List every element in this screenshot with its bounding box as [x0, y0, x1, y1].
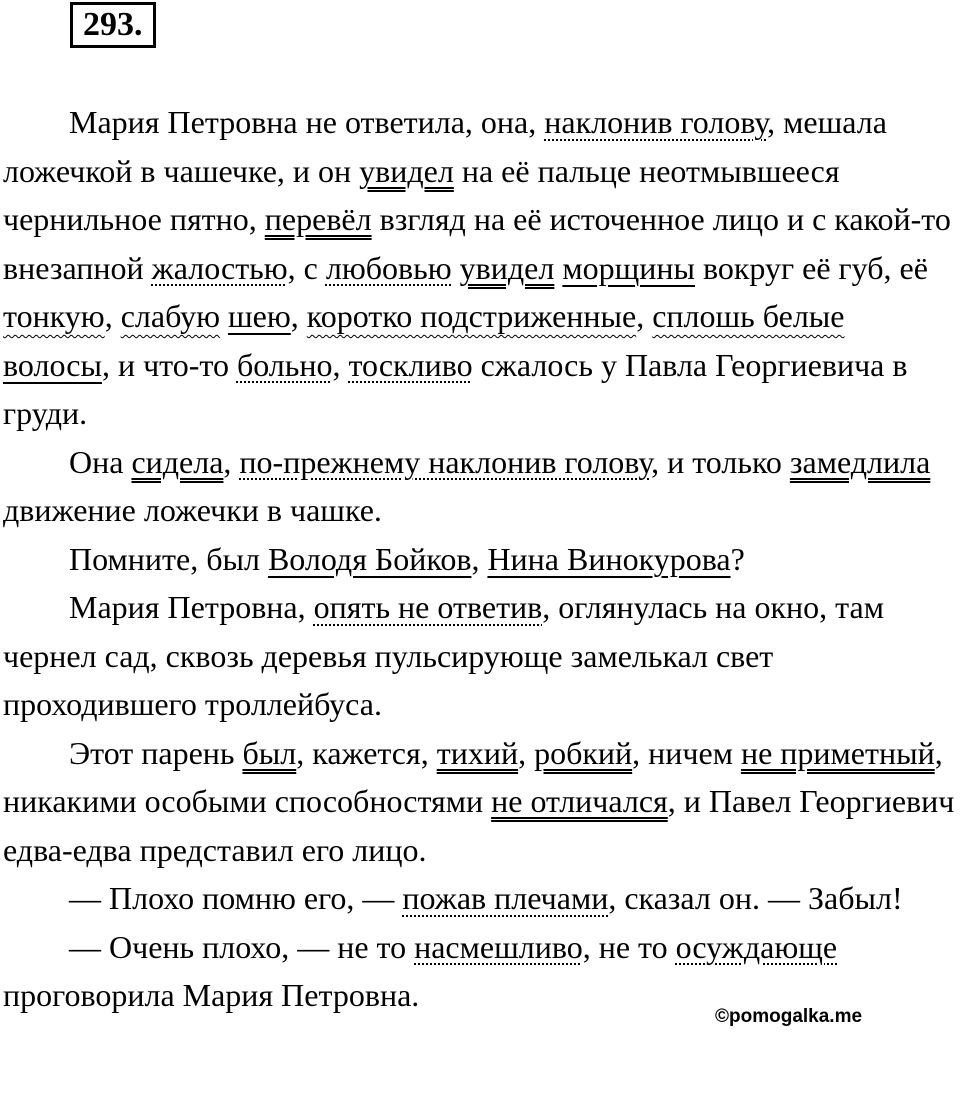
text-run: , и Павел Георгиевич едва-едва представил его лицо. — [3, 783, 955, 868]
text-run: , — [518, 734, 535, 771]
text-run: — Плохо помню его, — — [69, 880, 403, 916]
text-run: , и что-то — [101, 346, 237, 383]
text-run: взгляд на её источенное лицо и с какой-то внезапной — [3, 201, 951, 286]
underlined-word: сплошь белые — [652, 298, 845, 334]
paragraph — [3, 583, 959, 729]
text-run: Помните, был — [69, 540, 268, 577]
underlined-word: осуждающе — [675, 928, 838, 965]
text-run: Этот парень — [69, 734, 243, 771]
text-run: на её пальце неотмывшееся чернильное пятно, — [3, 152, 840, 237]
underlined-word: увидел — [359, 152, 454, 189]
text-run: , — [223, 443, 240, 480]
text-run: , оглянулась на окно, там чернел сад, сквозь деревья пульсирующе замелькал свет проходившего троллейбуса. — [3, 589, 884, 722]
text-run: , никакими особыми способностями — [3, 734, 943, 819]
text-run: , — [104, 298, 121, 334]
text-body — [3, 98, 959, 1020]
underlined-word: был — [242, 734, 297, 771]
text-run: , с — [287, 249, 326, 286]
underlined-word: морщины — [562, 249, 695, 286]
underlined-word: Володя Бойков — [267, 540, 472, 577]
text-run: сжалось у Павла Георгиевича в груди. — [3, 346, 908, 431]
underlined-word: любовью — [325, 249, 452, 286]
paragraph — [3, 729, 959, 875]
text-run: движение ложечки в чашке. — [3, 492, 382, 528]
underlined-word: насмешливо — [414, 928, 583, 965]
text-run: , ничем — [632, 734, 741, 771]
paragraph — [3, 438, 959, 535]
text-run — [452, 250, 460, 286]
text-run: , — [332, 346, 349, 383]
text-run: ? — [730, 540, 745, 577]
underlined-word: тихий — [436, 734, 519, 771]
underlined-word: слабую — [120, 298, 221, 334]
task-number: 293. — [70, 2, 156, 48]
underlined-word: по-прежнему наклонив голову — [239, 443, 652, 480]
underlined-word: коротко подстриженные — [306, 298, 637, 334]
text-run: , — [290, 298, 307, 334]
underlined-word: сидела — [131, 443, 224, 480]
underlined-word: наклонив голову — [544, 104, 768, 140]
watermark: ©pomogalka.me — [715, 1006, 863, 1027]
underlined-word: Нина Винокурова — [487, 540, 731, 577]
underlined-word: не отличался — [491, 783, 668, 819]
text-run: Мария Петровна не ответила, она, — [69, 104, 545, 140]
underlined-word: шею — [228, 298, 291, 334]
underlined-word: увидел — [459, 249, 555, 286]
text-run: Мария Петровна, — [69, 589, 314, 625]
text-run: , сказал он. — Забыл! — [608, 880, 903, 916]
underlined-word: не приметный — [740, 734, 935, 771]
paragraph — [3, 535, 959, 584]
text-run: , мешала ложечкой в чашечке, и он — [3, 104, 887, 189]
underlined-word: тоскливо — [348, 346, 473, 383]
text-run: вокруг её губ, её — [694, 249, 928, 286]
text-run: , кажется, — [296, 734, 437, 771]
underlined-word: больно — [236, 346, 333, 383]
underlined-word: жалостью — [151, 249, 288, 286]
underlined-word: перевёл — [264, 201, 372, 237]
underlined-word: пожав плечами — [402, 880, 609, 916]
text-run: Она — [69, 443, 132, 480]
text-run: , и только — [651, 443, 790, 480]
paragraph — [3, 874, 959, 923]
paragraph — [3, 923, 959, 1020]
underlined-word: опять не ответив — [313, 589, 543, 625]
underlined-word: замедлила — [789, 443, 931, 480]
text-run: , — [636, 298, 653, 334]
text-run — [220, 298, 228, 334]
paragraph — [3, 98, 959, 438]
text-run: , — [471, 540, 488, 577]
text-run: проговорила Мария Петровна. — [3, 977, 420, 1013]
underlined-word: волосы — [3, 346, 102, 383]
text-run: , не то — [582, 928, 676, 965]
underlined-word: робкий — [534, 734, 633, 771]
text-run: — Очень плохо, — не то — [69, 928, 415, 965]
underlined-word: тонкую — [3, 298, 105, 334]
